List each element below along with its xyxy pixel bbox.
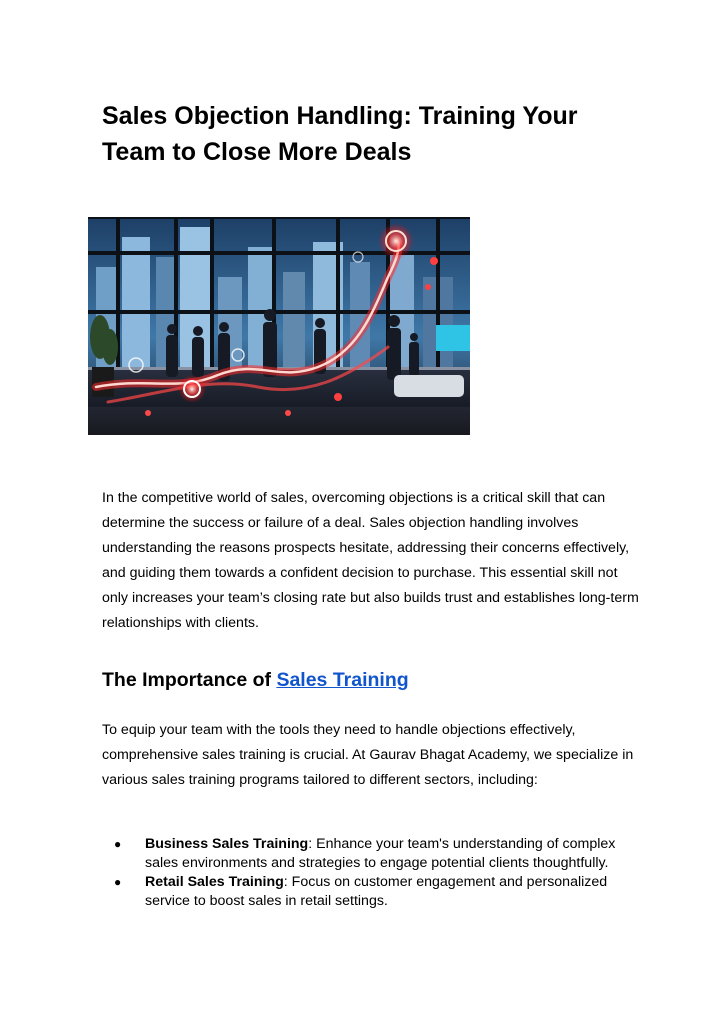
training-list (102, 835, 642, 911)
list-item (102, 873, 642, 911)
list-item-text: : Enhance your team's understanding of complex sales environments and strategies to engage potential clients thoughtfully. (145, 836, 616, 871)
intro-paragraph: In the competitive world of sales, overcoming objections is a critical skill that can determine the success or failure of a deal. Sales objection handling involves understanding the reasons prospects hesitate, addressing their concerns effectively, and guiding them towards a confident decision to purchase. This essential skill not only increases your team’s closing rate but also builds trust and establishes long-term relationships with clients. (102, 490, 639, 631)
section-heading-prefix: The Importance of (102, 669, 277, 691)
list-item-text: : Focus on customer engagement and personalized service to boost sales in retail settings. (145, 874, 608, 909)
hero-image (88, 217, 470, 435)
page-title: Sales Objection Handling: Training Your Team to Close More Deals (102, 102, 578, 166)
list-item (102, 835, 642, 873)
bullet-icon: ● (114, 875, 122, 889)
bullet-icon: ● (114, 837, 122, 851)
section-heading (102, 665, 409, 695)
section-paragraph: To equip your team with the tools they need to handle objections effectively, comprehensive sales training is crucial. At Gaurav Bhagat Academy, we specialize in various sales training programs tailored to different sectors, including: (102, 722, 634, 788)
list-item-title: Business Sales Training (145, 836, 309, 852)
sales-training-link[interactable]: Sales Training (276, 669, 409, 691)
list-item-title: Retail Sales Training (145, 874, 284, 890)
